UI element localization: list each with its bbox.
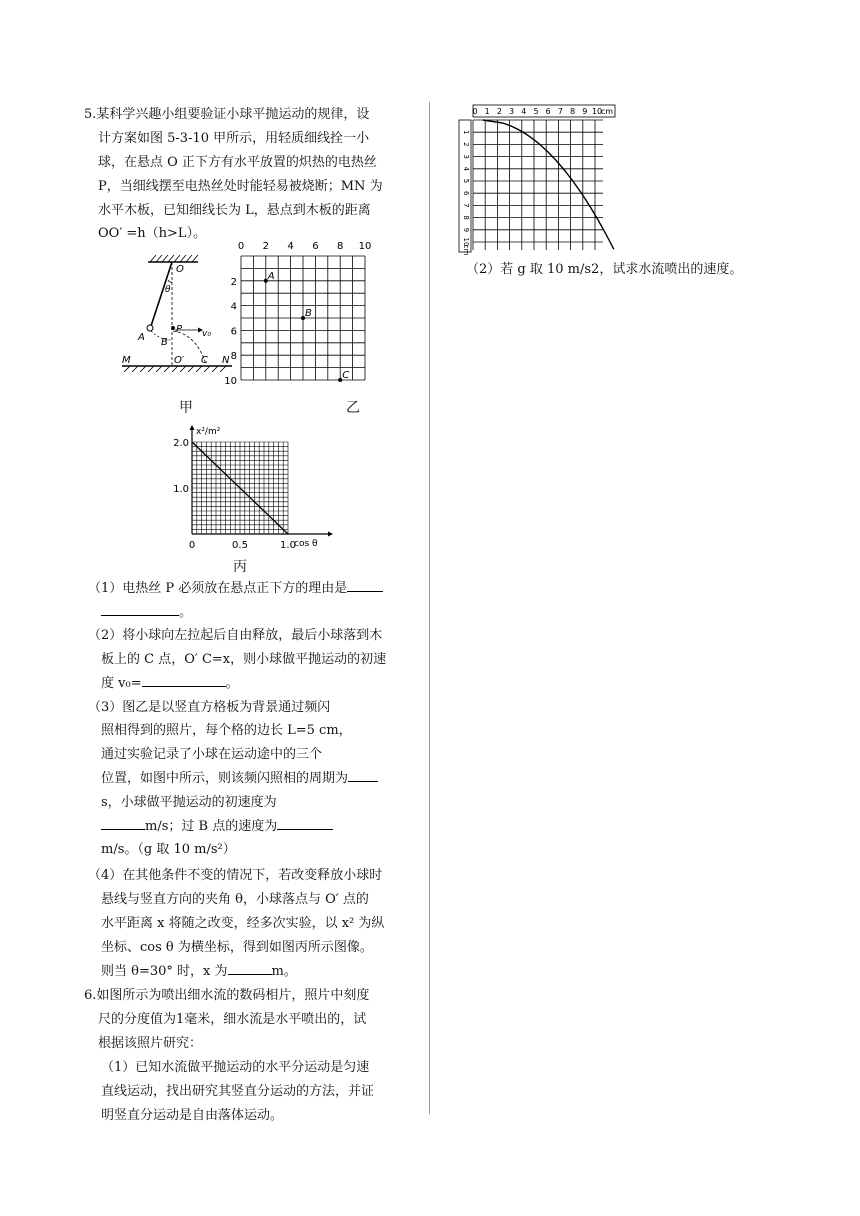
y-axis-label: x²/m²: [196, 427, 221, 437]
label-P: P: [176, 324, 183, 335]
x-axis-label: cos θ: [294, 539, 318, 549]
q5-sub4-line2: 悬线与竖直方向的夹角 θ，小球落点与 O′ 点的: [101, 892, 369, 907]
q5-sub1-line1: （1）电热丝 P 必须放在悬点正下方的理由是: [88, 577, 383, 601]
q5-sub4-line4: 坐标、cos θ 为横坐标，得到如图丙所示图像。: [101, 940, 373, 955]
left-ruler-tick: 1: [462, 129, 470, 135]
y-tick-label: 1.0: [173, 484, 189, 495]
answer-blank-3c[interactable]: [277, 815, 333, 830]
x-tick-label: 0: [237, 241, 245, 252]
q5-line-2: 计方案如图 5-3-10 甲所示，用轻质细线拴一小: [98, 131, 370, 146]
q6-sub1-line2: 直线运动，找出研究其竖直分运动的方法，并证: [101, 1084, 375, 1099]
answer-blank-2[interactable]: [142, 672, 226, 687]
q5-line-4: P，当细线摆至电热丝处时能轻易被烧断；MN 为: [98, 179, 383, 194]
q6-sub1-line1: （1）已知水流做平抛运动的水平分运动是匀速: [101, 1060, 370, 1075]
top-ruler-tick: 10: [591, 107, 603, 116]
q5-sub3-line4: 位置，如图中所示，则该频闪照相的周期为: [101, 767, 378, 791]
q5-sub1-line2: 。: [101, 601, 192, 625]
q5-line-3: 球，在悬点 O 正下方有水平放置的炽热的电热丝: [98, 155, 377, 170]
q5-sub3-line7: m/s。（g 取 10 m/s²）: [101, 842, 236, 857]
point-label-A: A: [267, 270, 275, 282]
left-ruler-tick: 8: [462, 215, 470, 220]
left-ruler: [459, 120, 471, 252]
left-ruler-tick: 5: [462, 178, 470, 184]
left-ruler-tick: 9: [462, 227, 470, 233]
top-ruler-tick: 3: [509, 107, 515, 116]
q6-line-2: 尺的分度值为1毫米，细水流是水平喷出的，试: [98, 1012, 367, 1027]
caption-jia: 甲: [179, 400, 193, 416]
caption-bing: 丙: [233, 559, 247, 575]
q5-sub3-line6: m/s；过 B 点的速度为: [101, 815, 333, 839]
left-ruler-tick: 6: [462, 190, 470, 196]
label-v0: v₀: [202, 329, 211, 339]
y-tick-label: 2.0: [173, 438, 189, 449]
answer-blank-1b[interactable]: [101, 601, 179, 616]
left-ruler-tick: 3: [462, 154, 470, 159]
figure-yi: [226, 238, 376, 390]
label-Oprime: O′: [174, 355, 185, 366]
q5-sub2-line3: 度 v₀= 。: [101, 672, 239, 696]
figure-jia: [118, 252, 238, 380]
x-tick-label: 1.0: [280, 540, 296, 551]
label-theta: θ: [165, 285, 171, 295]
left-ruler-tick: 2: [462, 142, 470, 147]
y-tick-label: 2: [230, 276, 237, 288]
answer-blank-1a[interactable]: [347, 577, 383, 592]
q5-sub3-line1: （3）图乙是以竖直方格板为背景通过频闪: [88, 700, 331, 715]
label-B: B: [161, 337, 168, 348]
top-ruler-tick: 5: [533, 107, 539, 116]
y-axis-arrow: [190, 425, 195, 430]
label-C: C: [201, 355, 208, 366]
top-ruler-unit: cm: [600, 107, 614, 116]
q5-sub4-line5: 则当 θ=30° 时，x 为 m。: [101, 960, 297, 984]
top-ruler-tick: 1: [484, 107, 490, 116]
y-tick-label: 10: [224, 376, 237, 387]
top-ruler-tick: 0: [472, 107, 478, 116]
label-M: M: [122, 355, 131, 366]
x-tick-label: 4: [287, 241, 294, 252]
x-axis-arrow: [328, 532, 333, 537]
q5-sub4-line1: （4）在其他条件不变的情况下，若改变释放小球时: [88, 868, 383, 883]
label-A: A: [138, 332, 145, 343]
q5-sub2-line2: 板上的 C 点，O′ C=x，则小球做平抛运动的初速: [101, 652, 387, 667]
y-tick-label: 4: [230, 301, 237, 313]
q5-line-1: 5.某科学兴趣小组要验证小球平抛运动的规律，设: [84, 107, 370, 122]
q6-line-3: 根据该照片研究：: [98, 1036, 203, 1051]
q5-sub2-line1: （2）将小球向左拉起后自由释放，最后小球落到木: [88, 628, 383, 643]
left-ruler-unit: cm: [462, 244, 470, 256]
y-tick-label: 6: [230, 326, 237, 338]
y-tick-label: 8: [230, 351, 237, 363]
x-tick-label: 6: [312, 241, 319, 252]
q6-sub2: （2）若 g 取 10 m/s2，试求水流喷出的速度。: [466, 262, 743, 277]
top-ruler-tick: 9: [582, 107, 588, 116]
x-tick-label: 2: [262, 241, 269, 252]
answer-blank-4[interactable]: [228, 960, 272, 975]
answer-blank-3b[interactable]: [101, 815, 145, 830]
answer-blank-3a[interactable]: [348, 767, 378, 782]
q6-sub1-line3: 明竖直分运动是自由落体运动。: [101, 1108, 284, 1123]
x-tick-label: 10: [358, 241, 372, 252]
top-ruler-tick: 7: [557, 107, 563, 116]
left-ruler-tick: 10: [462, 237, 470, 247]
column-divider: [429, 102, 430, 1114]
x-tick-label: 8: [337, 241, 344, 252]
x-tick-label: 0.5: [232, 540, 248, 551]
q6-line-1: 6.如图所示为喷出细水流的数码相片，照片中刻度: [84, 988, 370, 1003]
figure-water-stream: [458, 104, 614, 256]
left-ruler-tick: 4: [462, 166, 470, 172]
top-ruler-tick: 6: [545, 107, 551, 116]
left-ruler-tick: 7: [462, 203, 470, 208]
label-O: O: [176, 264, 184, 275]
point-label-B: B: [305, 308, 312, 319]
q5-sub3-line3: 通过实验记录了小球在运动途中的三个: [101, 747, 323, 762]
top-ruler-tick: 2: [496, 107, 502, 116]
label-N: N: [222, 355, 230, 366]
point-label-C: C: [342, 370, 350, 381]
q5-line-5: 水平木板，已知细线长为 L，悬点到木板的距离: [98, 203, 371, 218]
q5-sub4-line3: 水平距离 x 将随之改变，经多次实验，以 x² 为纵: [101, 916, 385, 931]
q5-sub3-line2: 照相得到的照片，每个格的边长 L=5 cm，: [101, 723, 352, 738]
top-ruler-tick: 8: [570, 107, 576, 116]
top-ruler-tick: 4: [521, 107, 527, 116]
q5-line-6: OO′ =h（h>L）。: [98, 226, 207, 241]
x-tick-label: 0: [188, 540, 196, 551]
q5-sub3-line5: s，小球做平抛运动的初速度为: [101, 795, 277, 810]
figure-bing: [172, 424, 347, 552]
caption-yi: 乙: [346, 400, 360, 416]
